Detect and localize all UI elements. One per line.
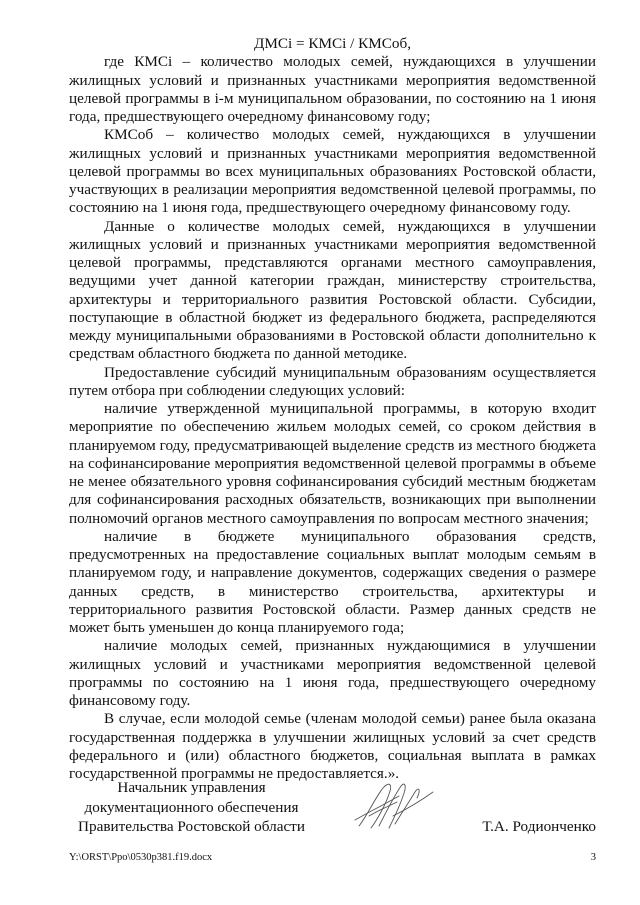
paragraph-kmsi-definition: где КМСi – количество молодых семей, нуждающихся в улучшении жилищных условий и признанных участниками мероприятия ведомственной целевой программы в i-м муниципальном образовании, по состоянию на 1 июня года, предшествующего очередному финансовому году; <box>69 53 596 125</box>
paragraph-condition-families: наличие молодых семей, признанных нуждающимися в улучшении жилищных условий и участниками мероприятия ведомственной целевой программы по состоянию на 1 июня года, предшествующего очередному финансовому году. <box>69 637 596 709</box>
signatory-title-line: Начальник управления <box>117 779 266 796</box>
formula: ДМСi = КМСi / КМСоб, <box>253 35 412 52</box>
paragraph-selection-conditions: Предоставление субсидий муниципальным образованиям осуществляется путем отбора при соблюдении следующих условий: <box>69 363 596 399</box>
paragraph-condition-program: наличие утвержденной муниципальной программы, в которую входит мероприятие по обеспечению жильем молодых семей, со сроком действия в планируемом году, предусматривающей выделение средств из местного бюджета на софинансирование мероприятия ведомственной целевой программы в объеме не менее обязательного уровня софинансирования субсидий местным бюджетам для софинансирования расходных обязательств, возникающих при выполнении полномочий органов местного самоуправления по вопросам местного значения; <box>69 400 596 527</box>
signatory-title-line: Правительства Ростовской области <box>78 818 305 835</box>
signatory-title-line: документационного обеспечения <box>84 798 299 816</box>
handwritten-signature-icon <box>349 776 439 836</box>
document-body <box>69 35 596 783</box>
paragraph-data-sources: Данные о количестве молодых семей, нуждающихся в улучшении жилищных условий и признанных участниками мероприятия ведомственной целевой программы, представляются органами местного самоуправления, ведущими учет данной категории граждан, министерству строительства, архитектуры и территориального развития Ростовской области. Субсидии, поступающие в областной бюджет из федерального бюджета, распределяются между муниципальными образованиями в Ростовской области дополнительно к средствам областного бюджета по данной методике. <box>69 217 596 363</box>
page-number: 3 <box>590 852 596 863</box>
paragraph-kmsob-definition: КМСоб – количество молодых семей, нуждающихся в улучшении жилищных условий и признанных участниками мероприятия ведомственной целевой программы во всех муниципальных образованиях Ростовской области, участвующих в реализации мероприятия ведомственной целевой программы, по состоянию на 1 июня года, предшествующего очередному финансовому году. <box>69 126 596 217</box>
signatory-title <box>69 778 314 837</box>
file-path: Y:\ORST\Ppo\0530p381.f19.docx <box>69 852 213 863</box>
paragraph-prior-support: В случае, если молодой семье (членам молодой семьи) ранее была оказана государственная поддержка в улучшении жилищных условий за счет средств федерального и (или) областного бюджетов, социальная выплата в рамках государственной программы не предоставляется.». <box>69 710 596 782</box>
signatory-name: Т.А. Родионченко <box>482 818 596 835</box>
paragraph-condition-budget: наличие в бюджете муниципального образования средств, предусмотренных на предоставление социальных выплат молодым семьям в планируемом году, и направление документов, содержащих сведения о размере данных средств, в министерство строительства, архитектуры и территориального развития Ростовской области. Размер данных средств не может быть уменьшен до конца планируемого года; <box>69 527 596 636</box>
signature-block <box>69 778 596 838</box>
